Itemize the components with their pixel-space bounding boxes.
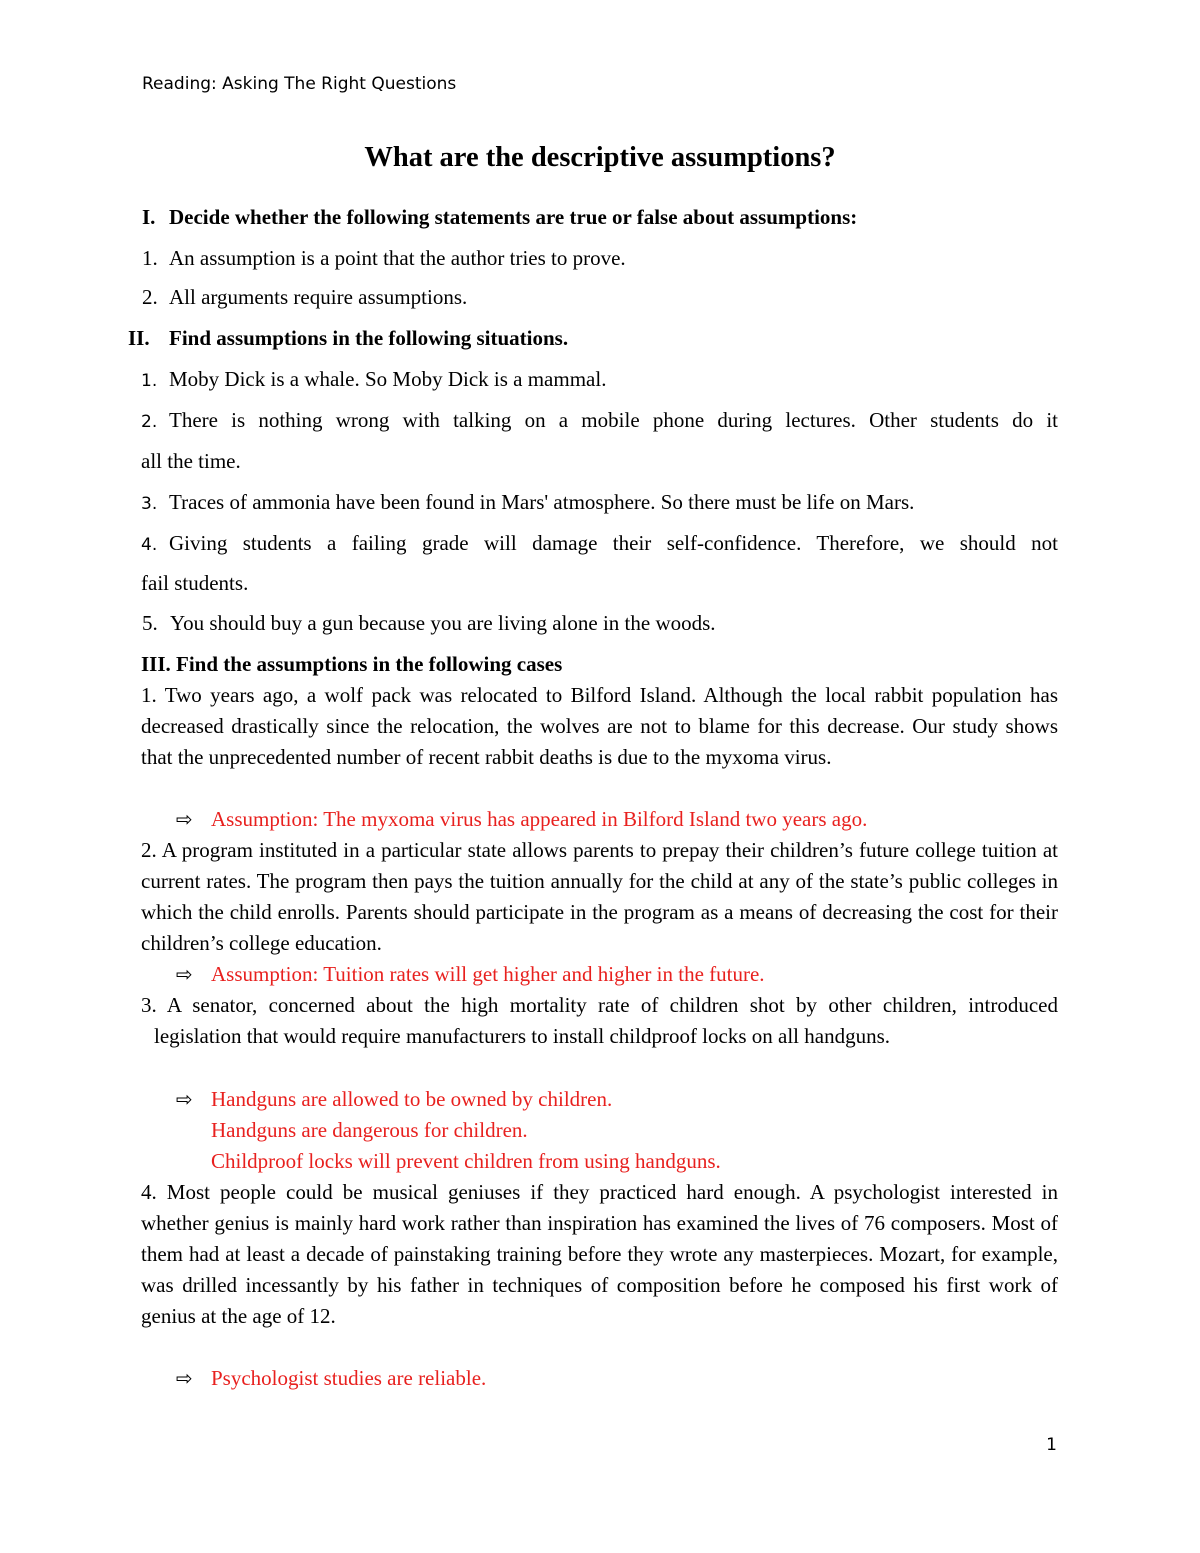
list-item: An assumption is a point that the author tries to prove. — [169, 246, 626, 270]
section-2-numeral: II. — [128, 326, 150, 350]
page-title: What are the descriptive assumptions? — [364, 142, 836, 173]
case-paragraph — [141, 990, 1058, 1052]
list-item-number: 2. — [141, 412, 158, 432]
list-item-number: 5. — [142, 611, 158, 635]
list-item-number: 4. — [141, 535, 158, 555]
case-paragraph — [141, 1177, 1058, 1332]
answer-text: Handguns are allowed to be owned by children. — [211, 1087, 613, 1111]
list-item: Moby Dick is a whale. So Moby Dick is a mammal. — [169, 367, 607, 391]
case-text: Two years ago, a wolf pack was relocated to Bilford Island. Although the local rabbit population has decreased drastically since the relocation, the wolves are not to blame for this decrease. Our study shows that the unprecedented number of recent rabbit deaths is due to the myxoma virus. — [141, 683, 1058, 769]
section-1-numeral: I. — [142, 205, 156, 229]
arrow-right-outline-icon: ⇨ — [176, 1366, 193, 1390]
case-number: 2. — [141, 838, 157, 862]
list-item-number: 2. — [142, 285, 158, 309]
list-item-number: 1. — [142, 246, 158, 270]
answer-text: Childproof locks will prevent children from using handguns. — [211, 1149, 721, 1173]
list-item-line: fail students. — [141, 571, 249, 595]
list-item-number: 3. — [141, 494, 158, 514]
section-2-heading: Find assumptions in the following situations. — [169, 326, 569, 350]
list-item: All arguments require assumptions. — [169, 285, 468, 309]
list-item: Traces of ammonia have been found in Mars' atmosphere. So there must be life on Mars. — [169, 490, 915, 514]
case-number: 3. — [141, 993, 157, 1017]
case-text: A senator, concerned about the high mortality rate of children shot by other children, introduced legislation that would require manufacturers to install childproof locks on all handguns. — [154, 993, 1058, 1048]
list-item: You should buy a gun because you are living alone in the woods. — [170, 611, 716, 635]
answer-text: Handguns are dangerous for children. — [211, 1118, 528, 1142]
answer-text: Assumption: The myxoma virus has appeared in Bilford Island two years ago. — [211, 807, 868, 831]
list-item-line: There is nothing wrong with talking on a mobile phone during lectures. Other students do it — [169, 408, 1058, 432]
arrow-right-outline-icon: ⇨ — [176, 1087, 193, 1111]
arrow-right-outline-icon: ⇨ — [176, 962, 193, 986]
list-item-number: 1. — [141, 371, 158, 391]
case-text: A program instituted in a particular state allows parents to prepay their children’s future college tuition at current rates. The program then pays the tuition annually for the child at any of the state’s public colleges in which the child enrolls. Parents should participate in the program as a means of decreasing the cost for their children’s college education. — [141, 838, 1059, 955]
case-text: Most people could be musical geniuses if they practiced hard enough. A psychologist interested in whether genius is mainly hard work rather than inspiration has examined the lives of 76 composers. Most of them had at least a decade of painstaking training before they wrote any masterpieces. Mozart, for example, was drilled incessantly by his father in techniques of composition before he composed his first work of genius at the age of 12. — [141, 1180, 1058, 1328]
section-3-heading: III. Find the assumptions in the following cases — [141, 652, 563, 676]
case-number: 4. — [141, 1180, 157, 1204]
answer-text: Assumption: Tuition rates will get higher and higher in the future. — [211, 962, 765, 986]
running-header: Reading: Asking The Right Questions — [142, 74, 457, 94]
case-paragraph — [141, 680, 1058, 773]
list-item-line: all the time. — [141, 449, 241, 473]
case-paragraph — [141, 835, 1058, 959]
section-1-heading: Decide whether the following statements are true or false about assumptions: — [169, 205, 858, 229]
answer-text: Psychologist studies are reliable. — [211, 1366, 487, 1390]
arrow-right-outline-icon: ⇨ — [176, 807, 193, 831]
page-number: 1 — [1046, 1435, 1057, 1455]
case-number: 1. — [141, 683, 157, 707]
list-item-line: Giving students a failing grade will damage their self-confidence. Therefore, we should not — [169, 531, 1058, 555]
